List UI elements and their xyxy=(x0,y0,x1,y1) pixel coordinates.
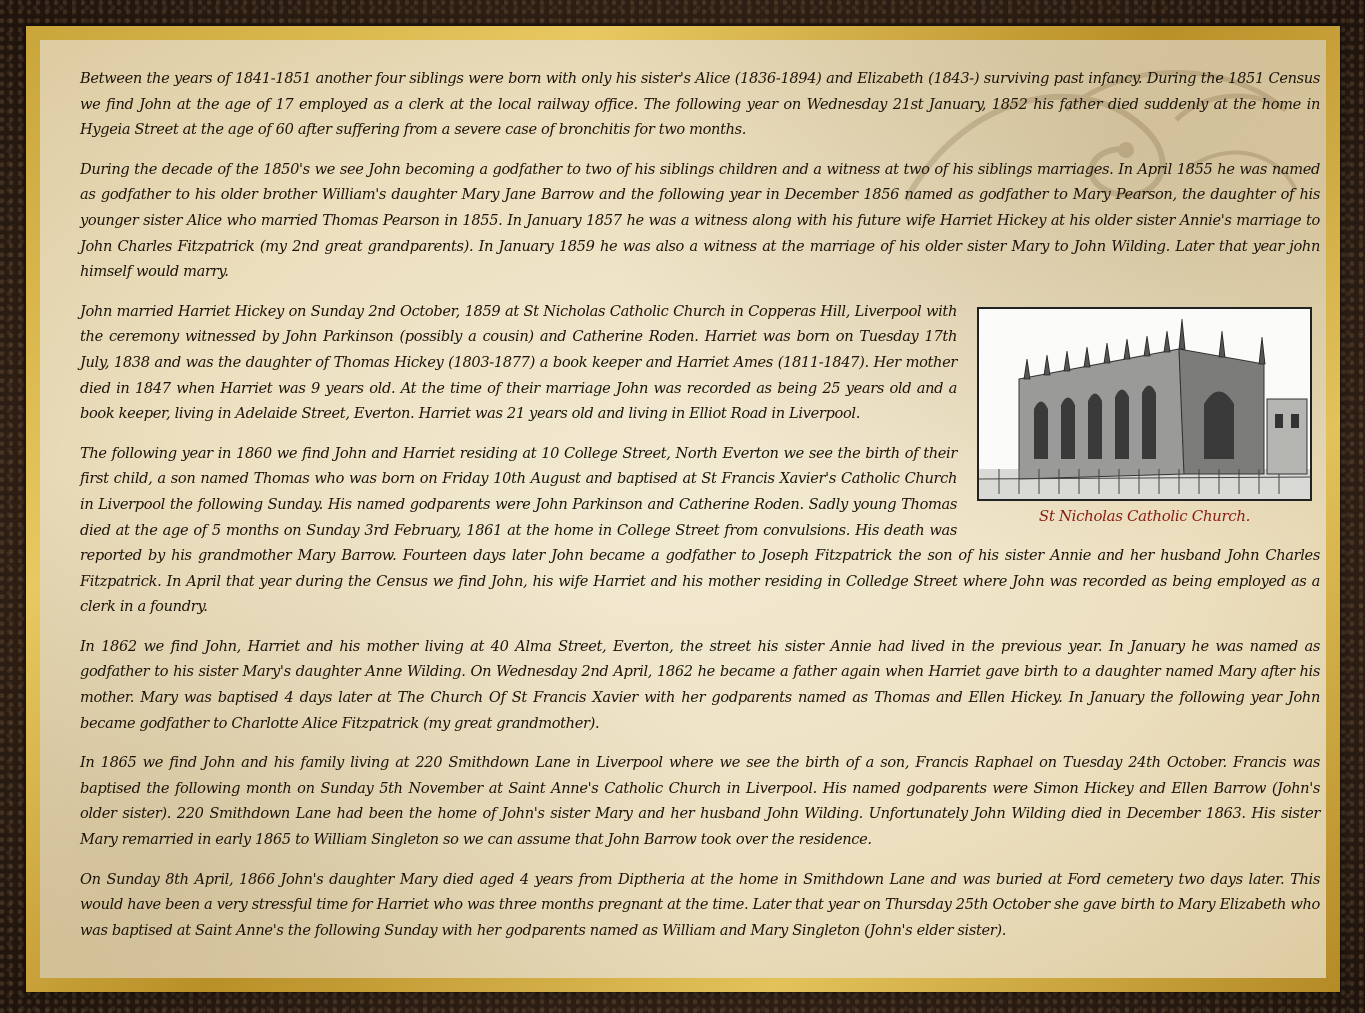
paragraph-1862-alma-street: In 1862 we find John, Harriet and his mother living at 40 Alma Street, Everton, the street his sister Annie had lived in the previous year. In January he was named as godfather to his sister Mary's daughter Anne Wilding. On Wednesday 2nd April, 1862 he became a father again when Harriet gave birth to a daughter named Mary after his mother. Mary was baptised 4 days later at The Church Of St Francis Xavier with her godparents named as Thomas and Ellen Hickey. In January the following year John became godfather to Charlotte Alice Fitzpatrick (my great grandmother). xyxy=(80,637,1320,732)
article-body xyxy=(80,66,1320,957)
paragraph-1866-mary-death: On Sunday 8th April, 1866 John's daughter Mary died aged 4 years from Diptheria at the home in Smithdown Lane and was buried at Ford cemetery two days later. This would have been a very stressful time for Harriet who was three months pregnant at the time. Later that year on Thursday 25th October she gave birth to Mary Elizabeth who was baptised at Saint Anne's the following Sunday with her godparents named as William and Mary Singleton (John's elder sister). xyxy=(80,870,1320,939)
paragraph-1860-college-street: The following year in 1860 we find John and Harriet residing at 10 College Street, North Everton we see the birth of their first child, a son named Thomas who was born on Friday 10th August and baptised at St Francis Xavier's Catholic Church in Liverpool the following Sunday. His named godparents were John Parkinson and Catherine Roden. Sadly young Thomas died at the age of 5 months on Sunday 3rd February, 1861 at the home in College Street from convulsions. His death was reported by his grandmother Mary Barrow. Fourteen days later John became a godfather to Joseph Fitzpatrick the son of his sister Annie and her husband John Charles Fitzpatrick. In April that year during the Census we find John, his wife Harriet and his mother residing in Colledge Street where John was recorded as being employed as a clerk in a foundry. xyxy=(80,444,1320,616)
paragraph-1865-smithdown-lane: In 1865 we find John and his family living at 220 Smithdown Lane in Liverpool where we see the birth of a son, Francis Raphael on Tuesday 24th October. Francis was baptised the following month on Sunday 5th November at Saint Anne's Catholic Church in Liverpool. His named godparents were Simon Hickey and Ellen Barrow (John's older sister). 220 Smithdown Lane had been the home of John's sister Mary and her husband John Wilding. Unfortunately John Wilding died in December 1863. His sister Mary remarried in early 1865 to William Singleton so we can assume that John Barrow took over the residence. xyxy=(80,754,1320,849)
paragraph-marriage-1859: John married Harriet Hickey on Sunday 2nd October, 1859 at St Nicholas Catholic Church in Copperas Hill, Liverpool with the ceremony witnessed by John Parkinson (possibly a cousin) and Catherine Roden. Harriet was born on Tuesday 17th July, 1838 and was the daughter of Thomas Hickey (1803-1877) a book keeper and Harriet Ames (1811-1847). Her mother died in 1847 when Harriet was 9 years old. At the time of their marriage John was recorded as being 25 years old and a book keeper, living in Adelaide Street, Everton. Harriet was 21 years old and living in Elliot Road in Liverpool. xyxy=(80,302,957,423)
paragraph-1851-census: Between the years of 1841-1851 another four siblings were born with only his sister's Alice (1836-1894) and Elizabeth (1843-) surviving past infancy. During the 1851 Census we find John at the age of 17 employed as a clerk at the local railway office. The following year on Wednesday 21st January, 1852 his father died suddenly at the home in Hygeia Street at the age of 60 after suffering from a severe case of bronchitis for two months. xyxy=(80,70,1320,139)
gold-frame xyxy=(26,26,1340,992)
parchment-page xyxy=(40,40,1326,978)
church-illustration xyxy=(977,307,1312,501)
church-figure xyxy=(977,307,1312,527)
paragraph-1850s-godfather: During the decade of the 1850's we see John becoming a godfather to two of his siblings children and a witness at two of his siblings marriages. In April 1855 he was named as godfather to his older brother William's daughter Mary Jane Barrow and the following year in December 1856 named as godfather to Mary Pearson, the daughter of his younger sister Alice who married Thomas Pearson in 1855. In January 1857 he was a witness along with his future wife Harriet Hickey at his older sister Annie's marriage to John Charles Fitzpatrick (my 2nd great grandparents). In January 1859 he was also a witness at the marriage of his older sister Mary to John Wilding. Later that year john himself would marry. xyxy=(80,160,1320,281)
church-caption: St Nicholas Catholic Church. xyxy=(1038,506,1251,525)
